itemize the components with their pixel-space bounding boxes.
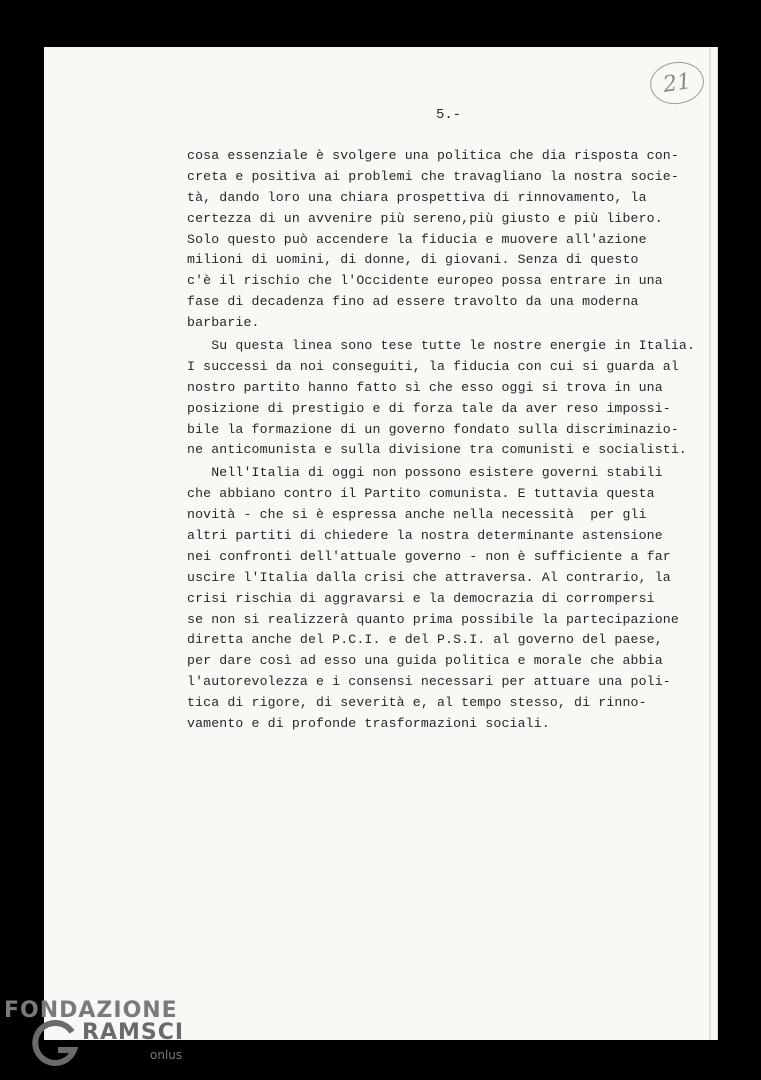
page-edge [709, 47, 711, 1040]
text-line: nostro partito hanno fatto sì che esso oggi si trova in una [187, 379, 663, 395]
text-line: che abbiano contro il Partito comunista. E tuttavia questa [187, 486, 655, 502]
text-line: altri partiti di chiedere la nostra determinante astensione [187, 528, 663, 544]
text-line: creta e positiva ai problemi che travagliano la nostra socie- [187, 168, 679, 184]
text-line: l'autorevolezza e i consensi necessari per attuare una poli- [187, 674, 671, 690]
text-line: I successi da noi conseguiti, la fiducia con cui si guarda al [187, 358, 679, 374]
text-line: fase di decadenza fino ad essere travolto da una moderna [187, 294, 639, 310]
text-line: diretta anche del P.C.I. e del P.S.I. al governo del paese, [187, 632, 663, 648]
text-line: novità - che si è espressa anche nella necessità per gli [187, 507, 647, 523]
text-line: posizione di prestigio e di forza tale da aver reso impossi- [187, 400, 671, 416]
text-line: ne anticomunista e sulla divisione tra comunisti e socialisti. [187, 442, 687, 458]
text-line: se non si realizzerà quanto prima possibile la partecipazione [187, 611, 679, 627]
watermark-line2: RAMSCI [82, 1020, 185, 1045]
text-line: crisi rischia di aggravarsi e la democrazia di corrompersi [187, 590, 655, 606]
page-number: 5.- [436, 107, 462, 123]
text-line: tà, dando loro una chiara prospettiva di rinnovamento, la [187, 189, 647, 205]
text-line: cosa essenziale è svolgere una politica che dia risposta con- [187, 148, 679, 163]
watermark-suffix: onlus [150, 1048, 183, 1062]
text-line: uscire l'Italia dalla crisi che attraversa. Al contrario, la [187, 569, 671, 585]
g-logo-icon [32, 1018, 78, 1068]
text-line: Solo questo può accendere la fiducia e muovere all'azione [187, 231, 647, 247]
text-line: nei confronti dell'attuale governo - non è sufficiente a far [187, 548, 671, 564]
text-line: bile la formazione di un governo fondato sulla discriminazio- [187, 421, 679, 437]
typed-body-text [187, 146, 696, 735]
archive-number: 21 [661, 68, 693, 98]
text-line: c'è il rischio che l'Occidente europeo possa entrare in una [187, 273, 663, 289]
text-line: tica di rigore, di severità e, al tempo stesso, di rinno- [187, 695, 647, 711]
watermark-logo [2, 998, 202, 1078]
text-line: barbarie. [187, 315, 260, 331]
text-line: vamento e di profonde trasformazioni sociali. [187, 716, 550, 732]
text-line: certezza di un avvenire più sereno,più giusto e più libero. [187, 210, 663, 226]
text-line: per dare così ad esso una guida politica e morale che abbia [187, 653, 663, 669]
text-line: Nell'Italia di oggi non possono esistere governi stabili [187, 465, 663, 481]
text-line: milioni di uomini, di donne, di giovani. Senza di questo [187, 252, 639, 268]
text-line: Su questa linea sono tese tutte le nostre energie in Italia. [187, 338, 696, 354]
watermark-line1: FONDAZIONE [4, 998, 178, 1023]
